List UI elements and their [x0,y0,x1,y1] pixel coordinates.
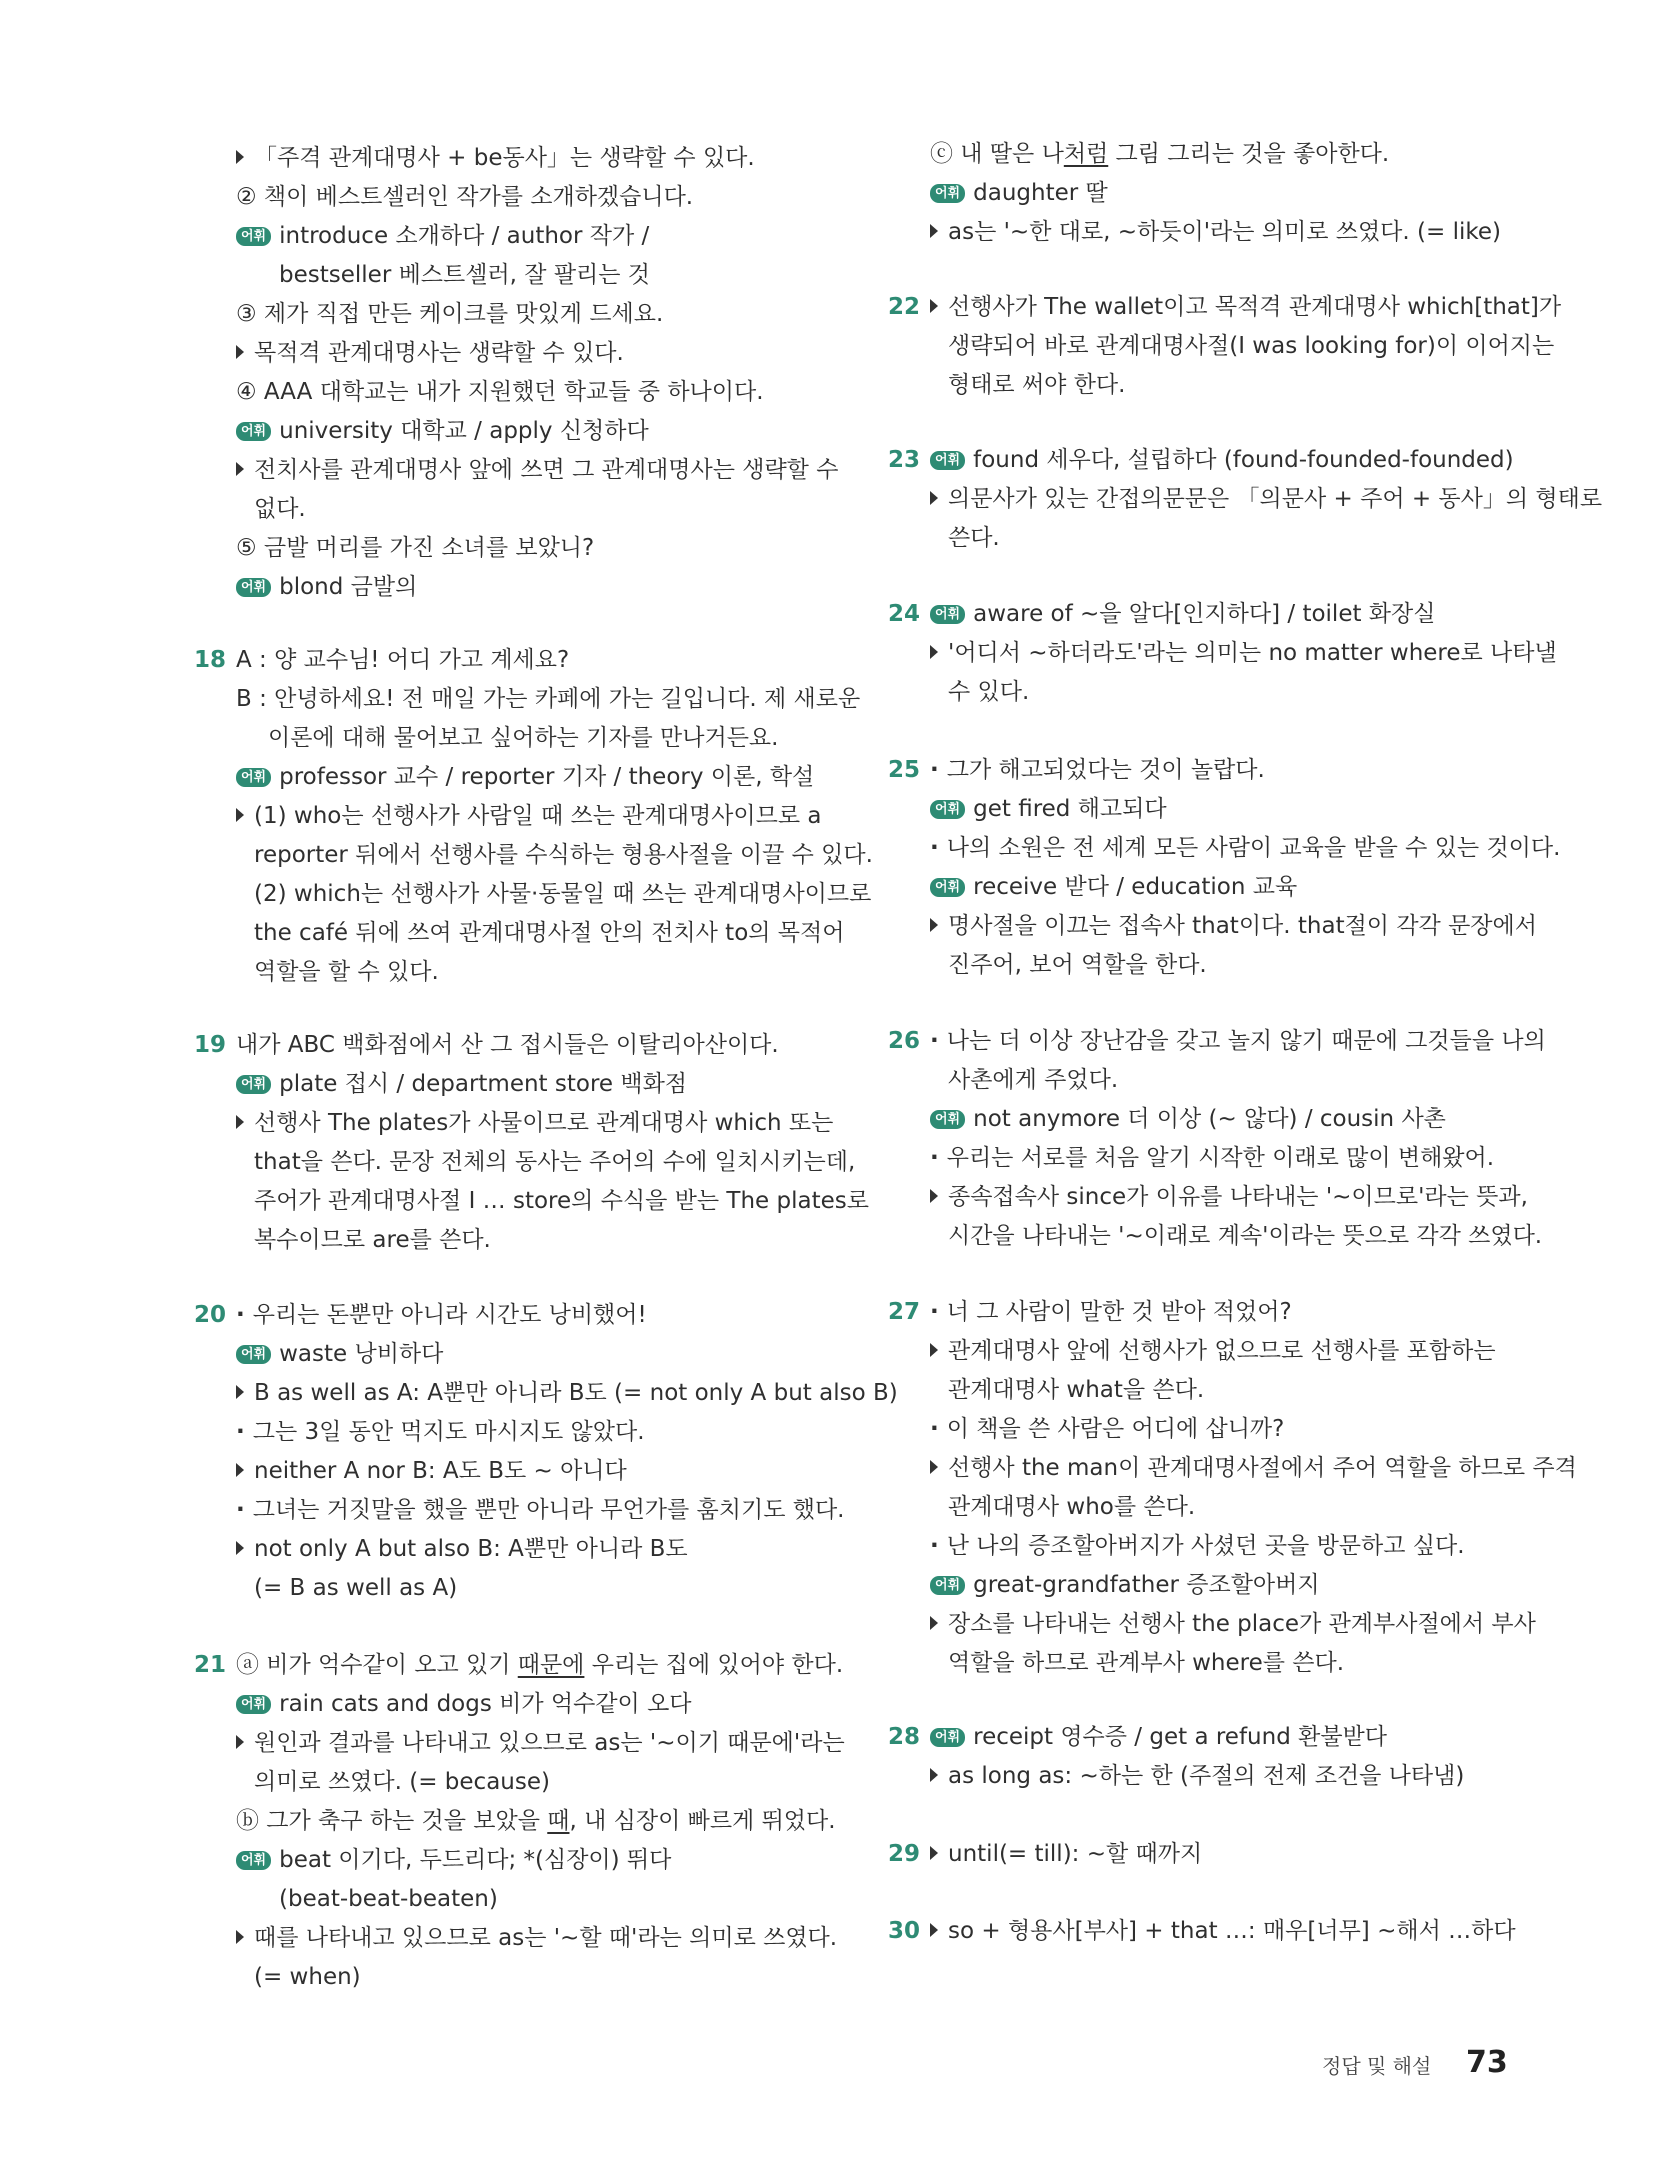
note-line [236,799,821,833]
note-text: neither A nor B: A도 B도 ~ 아니다 [254,1458,627,1484]
note-line-cont: 시간을 나타내는 '~이래로 계속'이라는 뜻으로 각각 쓰였다. [948,1223,1543,1249]
note-line-cont: that을 쓴다. 문장 전체의 동사는 주어의 수에 일치시키는데, [254,1149,856,1175]
translation-line [930,137,1389,171]
underlined-text: 처럼 [1063,141,1109,167]
note-line [236,1376,898,1410]
note-line [930,1837,1202,1871]
note-line [236,1532,688,1566]
vocab-badge: 어휘 [930,1110,965,1129]
vocab-line [236,1067,687,1101]
note-text: 목적격 관계대명사는 생략할 수 있다. [254,340,624,366]
vocab-badge: 어휘 [930,605,965,624]
question-number-24: 24 [888,601,921,627]
vocab-text: beat 이기다, 두드리다; *(심장이) 뛰다 [279,1847,672,1873]
vocab-badge: 어휘 [236,422,271,441]
vocab-line-cont: bestseller 베스트셀러, 잘 팔리는 것 [279,262,651,288]
note-text: 장소를 나타내는 선행사 the place가 관계부사절에서 부사 [948,1611,1536,1637]
question-number-19: 19 [194,1032,227,1058]
triangle-bullet-icon [236,462,244,476]
question-number-27: 27 [888,1299,921,1325]
translation-text: 나는 더 이상 장난감을 갖고 놀지 않기 때문에 그것들을 나의 [946,1028,1546,1054]
page-number: 73 [1466,2045,1508,2080]
vocab-text: rain cats and dogs 비가 억수같이 오다 [279,1691,692,1717]
translation-line [930,1529,1465,1563]
vocab-badge: 어휘 [236,1695,271,1714]
vocab-line [930,597,1435,631]
note-line-cont: 형태로 써야 한다. [948,372,1126,398]
note-line-cont: 의미로 쓰였다. (= because) [254,1769,550,1795]
note-text: 관계대명사 앞에 선행사가 없으므로 선행사를 포함하는 [948,1338,1496,1364]
note-line-cont: 수 있다. [948,679,1030,705]
translation-text: ⓑ 그가 축구 하는 것을 보았을 [236,1808,548,1834]
vocab-badge: 어휘 [236,768,271,787]
note-line [930,1180,1528,1214]
question-number-25: 25 [888,757,921,783]
note-text: (1) who는 선행사가 사람일 때 쓰는 관계대명사이므로 a [254,803,822,829]
translation-line-cont: 사촌에게 주었다. [948,1067,1119,1093]
triangle-bullet-icon [236,1735,244,1749]
vocab-badge: 어휘 [236,1075,271,1094]
note-line [930,1759,1464,1793]
vocab-text: not anymore 더 이상 (~ 않다) / cousin 사촌 [973,1106,1446,1132]
vocab-text: receipt 영수증 / get a refund 환불받다 [973,1724,1387,1750]
triangle-bullet-icon [930,1923,938,1937]
vocab-line [236,1843,671,1877]
note-line [236,336,624,370]
note-line [236,453,838,487]
translation-line [930,1024,1546,1058]
question-number-28: 28 [888,1724,921,1750]
note-line [930,1914,1516,1948]
translation-text: 난 나의 증조할아버지가 사셨던 곳을 방문하고 싶다. [946,1533,1465,1559]
translation-text: 우리는 서로를 처음 알기 시작한 이래로 많이 변해왔어. [946,1145,1495,1171]
note-line [236,141,755,175]
note-text: 선행사 The plates가 사물이므로 관계대명사 which 또는 [254,1110,834,1136]
vocab-text: aware of ~을 알다[인지하다] / toilet 화장실 [973,601,1436,627]
triangle-bullet-icon [236,1930,244,1944]
translation-text: 그림 그리는 것을 좋아한다. [1108,141,1390,167]
vocab-line [930,1568,1320,1602]
note-text: until(= till): ~할 때까지 [948,1841,1203,1867]
triangle-bullet-icon [930,645,938,659]
vocab-badge: 어휘 [930,1728,965,1747]
translation-line: 내가 ABC 백화점에서 산 그 접시들은 이탈리아산이다. [236,1032,779,1058]
triangle-bullet-icon [930,1343,938,1357]
note-text: so + 형용사[부사] + that …: 매우[너무] ~해서 …하다 [948,1918,1516,1944]
vocab-text: great-grandfather 증조할아버지 [973,1572,1320,1598]
question-number-29: 29 [888,1841,921,1867]
note-line [930,290,1561,324]
triangle-bullet-icon [930,1616,938,1630]
vocab-badge: 어휘 [930,800,965,819]
triangle-bullet-icon [930,224,938,238]
vocab-line-cont: (beat-beat-beaten) [279,1886,498,1912]
vocab-badge: 어휘 [930,451,965,470]
note-line [930,909,1537,943]
translation-text: 우리는 집에 있어야 한다. [584,1652,844,1678]
note-line [930,215,1501,249]
translation-line [236,1648,843,1682]
translation-line: ② 책이 베스트셀러인 작가를 소개하겠습니다. [236,184,694,210]
triangle-bullet-icon [930,491,938,505]
translation-line [930,753,1265,787]
translation-line [236,1804,836,1838]
note-line-cont: (= B as well as A) [254,1575,458,1601]
bullet-dot-icon: · [930,1299,939,1325]
bullet-dot-icon: · [930,1416,939,1442]
note-text: 「주격 관계대명사 + be동사」는 생략할 수 있다. [254,145,755,171]
vocab-line [930,176,1108,210]
note-line-cont: (= when) [254,1964,361,1990]
footer-section-label: 정답 및 해설 [1322,2054,1432,2078]
translation-line: ⑤ 금발 머리를 가진 소녀를 보았니? [236,535,595,561]
note-text: not only A but also B: A뿐만 아니라 B도 [254,1536,688,1562]
translation-text: ⓐ 비가 억수같이 오고 있기 [236,1652,518,1678]
note-line [930,1334,1496,1368]
translation-text: 그가 해고되었다는 것이 놀랍다. [946,757,1265,783]
note-text: as long as: ~하는 한 (주절의 전제 조건을 나타냄) [948,1763,1465,1789]
note-line [930,1607,1536,1641]
vocab-text: introduce 소개하다 / author 작가 / [279,223,650,249]
vocab-line [236,1337,443,1371]
translation-line [930,1295,1292,1329]
triangle-bullet-icon [930,299,938,313]
note-line-cont: 쓴다. [948,525,1000,551]
translation-line [930,1141,1494,1175]
note-line [930,482,1602,516]
triangle-bullet-icon [236,150,244,164]
bullet-dot-icon: · [236,1302,245,1328]
note-line-cont: 역할을 할 수 있다. [254,959,439,985]
triangle-bullet-icon [236,345,244,359]
dialogue-line-cont: 이론에 대해 물어보고 싶어하는 기자를 만나거든요. [268,725,779,751]
translation-line [930,1412,1284,1446]
triangle-bullet-icon [930,1460,938,1474]
bullet-dot-icon: · [930,757,939,783]
translation-text: 나의 소원은 전 세계 모든 사람이 교육을 받을 수 있는 것이다. [946,835,1561,861]
note-text: 전치사를 관계대명사 앞에 쓰면 그 관계대명사는 생략할 수 [254,457,839,483]
triangle-bullet-icon [236,808,244,822]
vocab-line [930,1720,1387,1754]
triangle-bullet-icon [930,1189,938,1203]
bullet-dot-icon: · [930,1145,939,1171]
bullet-dot-icon: · [930,1533,939,1559]
note-text: 의문사가 있는 간접의문문은 「의문사 + 주어 + 동사」의 형태로 [948,486,1603,512]
translation-line: ③ 제가 직접 만든 케이크를 맛있게 드세요. [236,301,664,327]
vocab-badge: 어휘 [930,1576,965,1595]
note-text: 선행사 the man이 관계대명사절에서 주어 역할을 하므로 주격 [948,1455,1577,1481]
translation-text: 그녀는 거짓말을 했을 뿐만 아니라 무언가를 훔치기도 했다. [252,1497,845,1523]
vocab-text: receive 받다 / education 교육 [973,874,1298,900]
note-line-cont: reporter 뒤에서 선행사를 수식하는 형용사절을 이끌 수 있다. [254,842,873,868]
note-line-cont: 복수이므로 are를 쓴다. [254,1227,491,1253]
vocab-line [236,760,814,794]
triangle-bullet-icon [236,1541,244,1555]
note-text: 때를 나타내고 있으므로 as는 '~할 때'라는 의미로 쓰였다. [254,1925,838,1951]
triangle-bullet-icon [930,1768,938,1782]
translation-line: ④ AAA 대학교는 내가 지원했던 학교들 중 하나이다. [236,379,764,405]
vocab-line [236,219,649,253]
triangle-bullet-icon [930,1846,938,1860]
vocab-text: waste 낭비하다 [279,1341,444,1367]
note-text: '어디서 ~하더라도'라는 의미는 no matter where로 나타낼 [948,640,1557,666]
translation-text: , 내 심장이 빠르게 뛰었다. [569,1808,836,1834]
question-number-20: 20 [194,1302,227,1328]
note-line-cont: (2) which는 선행사가 사물·동물일 때 쓰는 관계대명사이므로 [254,881,872,907]
dialogue-line: B : 안녕하세요! 전 매일 가는 카페에 가는 길입니다. 제 새로운 [236,686,861,712]
note-line-cont: 관계대명사 who를 쓴다. [948,1494,1196,1520]
question-number-18: 18 [194,647,227,673]
note-line-cont: 없다. [254,496,306,522]
vocab-text: plate 접시 / department store 백화점 [279,1071,688,1097]
vocab-line [236,570,417,604]
translation-text: ⓒ 내 딸은 나 [930,141,1064,167]
note-line [236,1726,845,1760]
question-number-23: 23 [888,447,921,473]
note-line-cont: 역할을 하므로 관계부사 where를 쓴다. [948,1650,1345,1676]
underlined-text: 때문에 [517,1652,585,1678]
translation-line [236,1298,647,1332]
note-line-cont: 생략되어 바로 관계대명사절(I was looking for)이 이어지는 [948,333,1555,359]
translation-text: 너 그 사람이 말한 것 받아 적었어? [946,1299,1292,1325]
note-line-cont: 진주어, 보어 역할을 한다. [948,952,1207,978]
vocab-badge: 어휘 [236,1345,271,1364]
note-line-cont: the café 뒤에 쓰여 관계대명사절 안의 전치사 to의 목적어 [254,920,845,946]
vocab-line [236,1687,692,1721]
vocab-text: found 세우다, 설립하다 (found-founded-founded) [973,447,1514,473]
question-number-22: 22 [888,294,921,320]
note-line [930,636,1557,670]
vocab-badge: 어휘 [236,1851,271,1870]
translation-text: 우리는 돈뿐만 아니라 시간도 낭비했어! [252,1302,647,1328]
bullet-dot-icon: · [236,1497,245,1523]
vocab-text: daughter 딸 [973,180,1108,206]
note-text: 종속접속사 since가 이유를 나타내는 '~이므로'라는 뜻과, [948,1184,1528,1210]
note-line-cont: 주어가 관계대명사절 I … store의 수식을 받는 The plates로 [254,1188,869,1214]
bullet-dot-icon: · [930,835,939,861]
vocab-text: get fired 해고되다 [973,796,1167,822]
vocab-text: professor 교수 / reporter 기자 / theory 이론, 학설 [279,764,815,790]
vocab-badge: 어휘 [930,878,965,897]
bullet-dot-icon: · [236,1419,245,1445]
translation-text: 그는 3일 동안 먹지도 마시지도 않았다. [252,1419,645,1445]
vocab-text: blond 금발의 [279,574,418,600]
vocab-line [930,870,1297,904]
triangle-bullet-icon [236,1385,244,1399]
note-text: B as well as A: A뿐만 아니라 B도 (= not only A but also B) [254,1380,898,1406]
note-text: as는 '~한 대로, ~하듯이'라는 의미로 쓰였다. (= like) [948,219,1501,245]
vocab-badge: 어휘 [236,227,271,246]
note-line-cont: 관계대명사 what을 쓴다. [948,1377,1205,1403]
vocab-line [236,414,649,448]
dialogue-line: A : 양 교수님! 어디 가고 계세요? [236,647,570,673]
bullet-dot-icon: · [930,1028,939,1054]
note-line [930,1451,1577,1485]
note-line [236,1454,627,1488]
translation-line [930,831,1560,865]
vocab-line [930,1102,1446,1136]
note-text: 원인과 결과를 나타내고 있으므로 as는 '~이기 때문에'라는 [254,1730,845,1756]
vocab-badge: 어휘 [236,578,271,597]
triangle-bullet-icon [236,1115,244,1129]
question-number-21: 21 [194,1652,227,1678]
triangle-bullet-icon [236,1463,244,1477]
question-number-26: 26 [888,1028,921,1054]
translation-line [236,1415,645,1449]
triangle-bullet-icon [930,918,938,932]
note-line [236,1921,837,1955]
vocab-line [930,792,1167,826]
translation-line [236,1493,844,1527]
translation-text: 이 책을 쓴 사람은 어디에 삽니까? [946,1416,1285,1442]
underlined-text: 때 [547,1808,570,1834]
note-text: 명사절을 이끄는 접속사 that이다. that절이 각각 문장에서 [948,913,1537,939]
question-number-30: 30 [888,1918,921,1944]
vocab-text: university 대학교 / apply 신청하다 [279,418,649,444]
vocab-badge: 어휘 [930,184,965,203]
note-text: 선행사가 The wallet이고 목적격 관계대명사 which[that]가 [948,294,1562,320]
note-line [236,1106,833,1140]
vocab-line [930,443,1514,477]
